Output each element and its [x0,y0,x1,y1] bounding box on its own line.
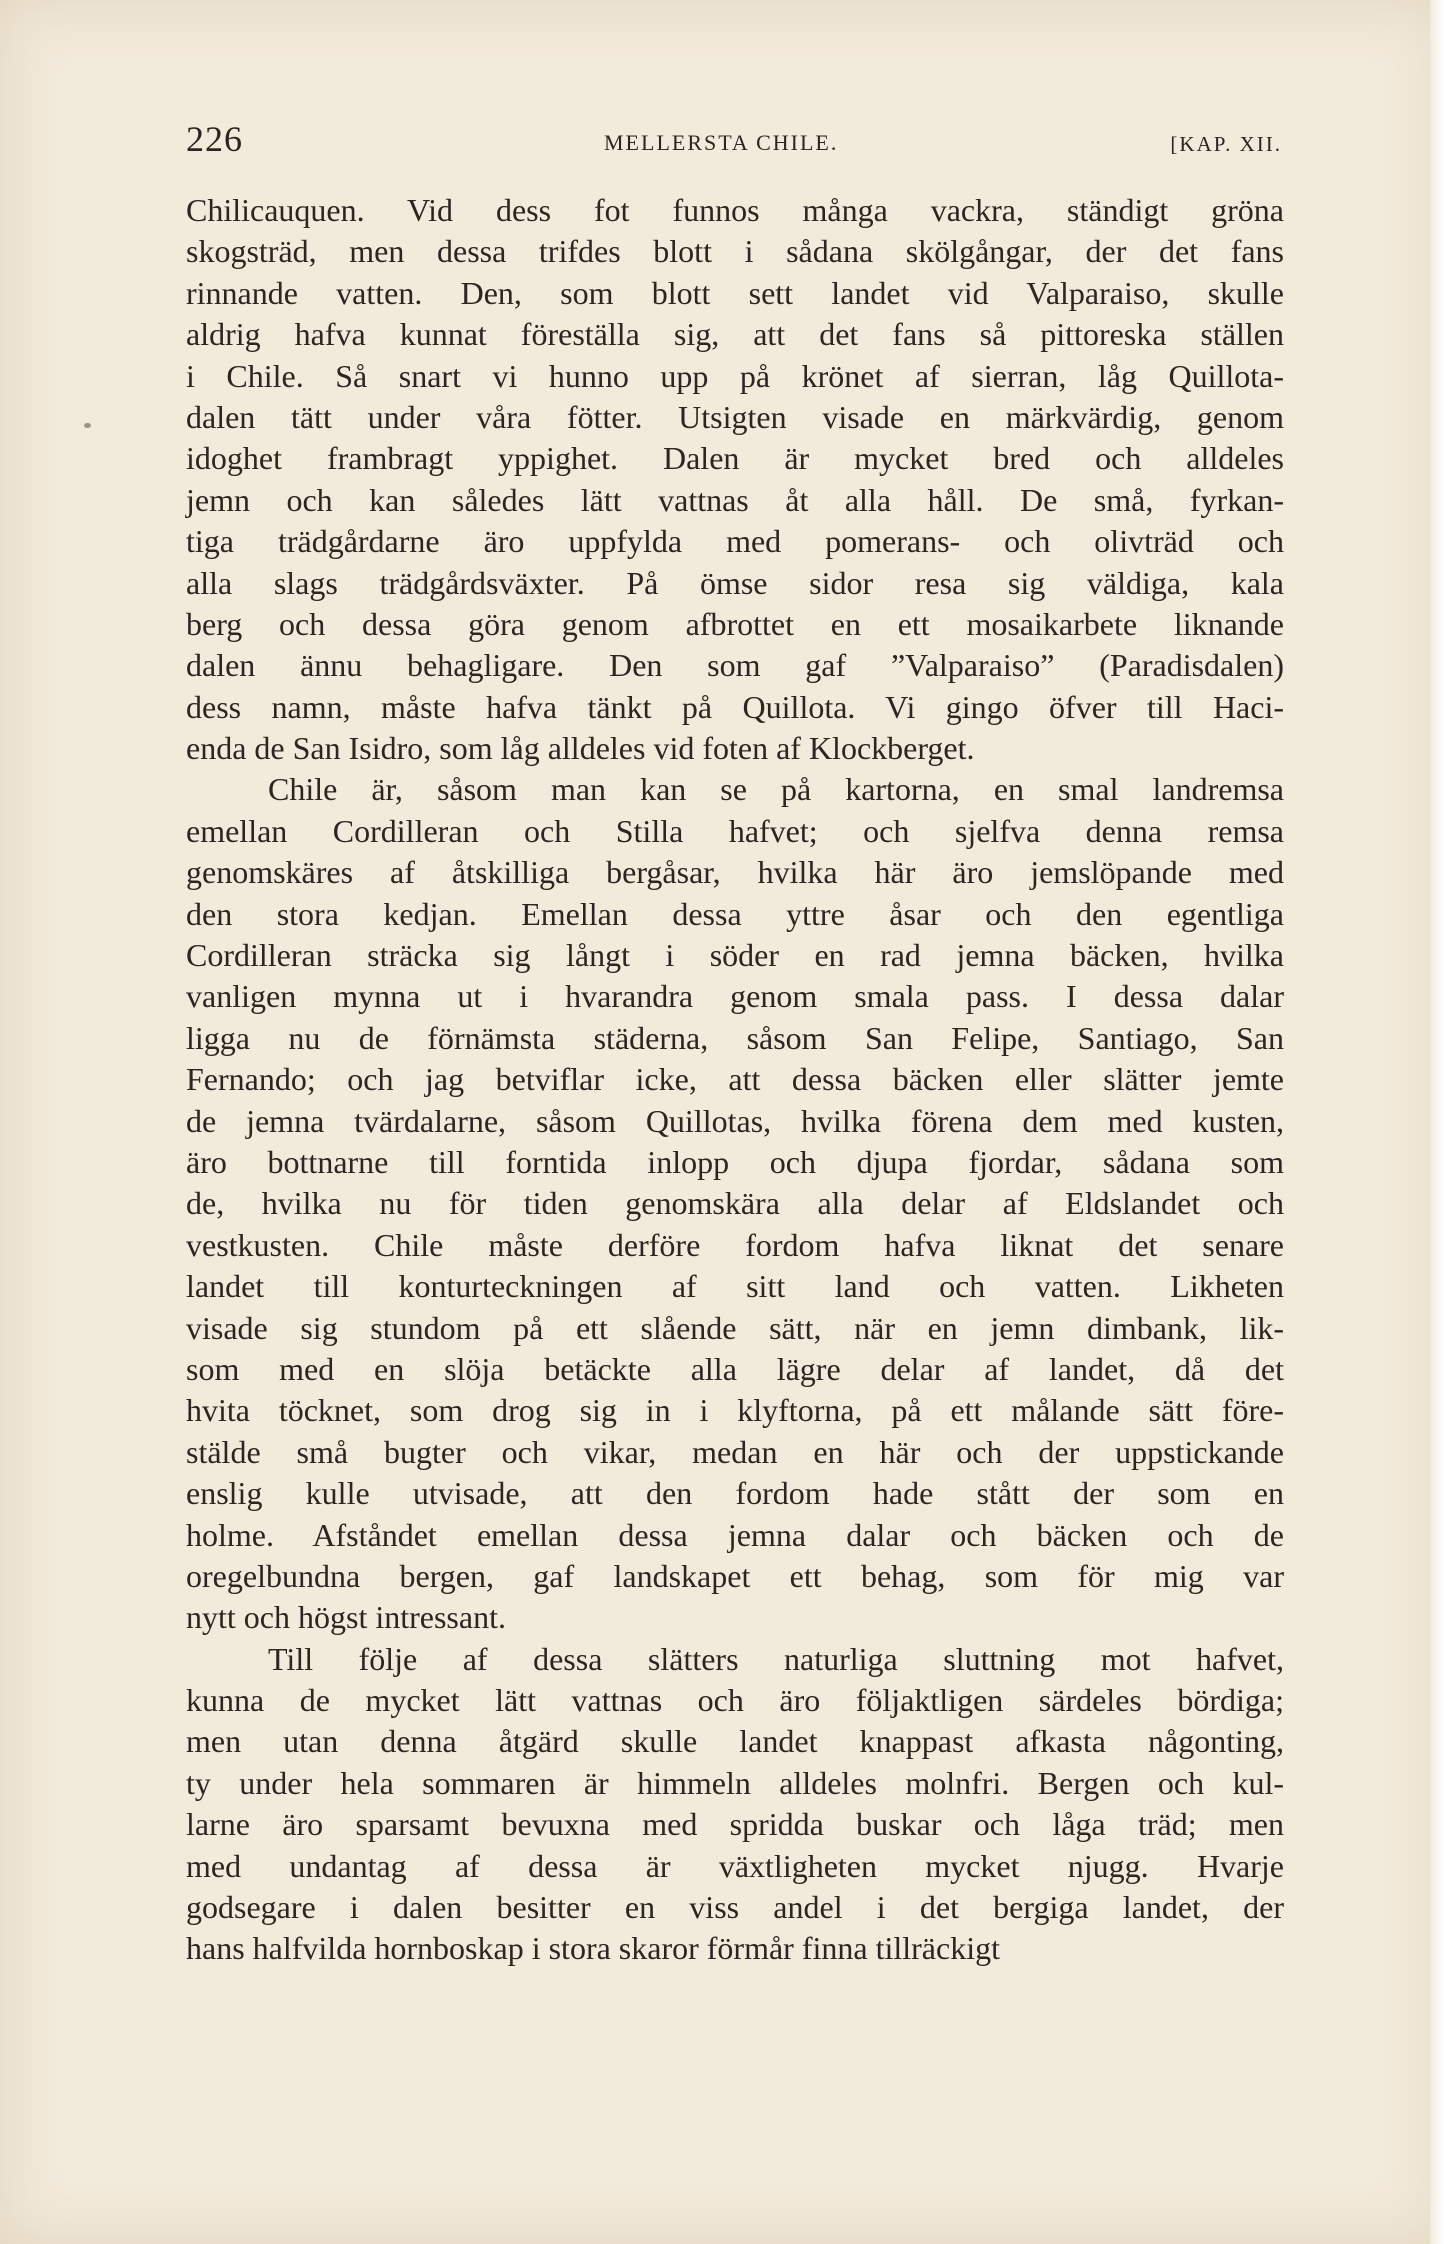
text-line: kunna de mycket lätt vattnas och äro följaktligen särdeles bördiga; [186,1682,1284,1719]
text-line: skogsträd, men dessa trifdes blott i sådana skölgångar, der det fans [186,233,1284,270]
text-line: Cordilleran sträcka sig långt i söder en rad jemna bäcken, hvilka [186,937,1284,974]
text-line: Chile är, såsom man kan se på kartorna, en smal landremsa [268,771,1284,808]
margin-speck [84,423,91,428]
text-line: berg och dessa göra genom afbrottet en ett mosaikarbete liknande [186,605,1284,642]
page-edge [1430,0,1444,2244]
page-number: 226 [186,119,243,159]
paragraph [186,769,1284,1638]
text-line: ty under hela sommaren är himmeln alldeles molnfri. Bergen och kul- [186,1764,1284,1801]
text-line: dalen tätt under våra fötter. Utsigten visade en märkvärdig, genom [186,398,1284,435]
text-line: hans halfvilda hornboskap i stora skaror förmår finna tillräckigt [186,1930,1000,1967]
text-line: i Chile. Så snart vi hunno upp på krönet af sierran, låg Quillota- [186,357,1284,394]
text-line: Chilicauquen. Vid dess fot funnos många vackra, ständigt gröna [186,192,1284,228]
text-line: larne äro sparsamt bevuxna med spridda buskar och låga träd; men [186,1806,1284,1843]
paragraph [186,1639,1284,1970]
text-line: vanligen mynna ut i hvarandra genom smala pass. I dessa dalar [186,978,1284,1015]
body-text [186,190,1284,1970]
paragraph [186,190,1284,769]
text-line: äro bottnarne till forntida inlopp och djupa fjordar, sådana som [186,1143,1284,1180]
text-line: nytt och högst intressant. [186,1599,506,1636]
text-line: aldrig hafva kunnat föreställa sig, att det fans så pittoreska ställen [186,316,1284,353]
text-line: med undantag af dessa är växtligheten mycket njugg. Hvarje [186,1847,1284,1884]
text-line: emellan Cordilleran och Stilla hafvet; och sjelfva denna remsa [186,812,1284,849]
text-line: som med en slöja betäckte alla lägre delar af landet, då det [186,1350,1284,1387]
text-line: oregelbundna bergen, gaf landskapet ett behag, som för mig var [186,1557,1284,1594]
text-line: dalen ännu behagligare. Den som gaf ”Valparaiso” (Paradisdalen) [186,647,1284,684]
text-line: enda de San Isidro, som låg alldeles vid foten af Klockberget. [186,730,975,767]
text-line: de, hvilka nu för tiden genomskära alla delar af Eldslandet och [186,1185,1284,1222]
text-line: jemn och kan således lätt vattnas åt alla håll. De små, fyrkan- [186,481,1284,518]
text-line: de jemna tvärdalarne, såsom Quillotas, hvilka förena dem med kusten, [186,1102,1284,1139]
text-line: alla slags trädgårdsväxter. På ömse sidor resa sig väldiga, kala [186,564,1284,601]
text-line: Till följe af dessa slätters naturliga sluttning mot hafvet, [268,1640,1284,1677]
text-line: ligga nu de förnämsta städerna, såsom San Felipe, Santiago, San [186,1019,1284,1056]
text-line: dess namn, måste hafva tänkt på Quillota. Vi gingo öfver till Haci- [186,688,1284,725]
text-line: godsegare i dalen besitter en viss andel i det bergiga landet, der [186,1889,1284,1926]
text-line: idoghet frambragt yppighet. Dalen är mycket bred och alldeles [186,440,1284,477]
text-line: Fernando; och jag betviflar icke, att dessa bäcken eller slätter jemte [186,1061,1284,1098]
text-line: holme. Afståndet emellan dessa jemna dalar och bäcken och de [186,1516,1284,1553]
text-line: vestkusten. Chile måste derföre fordom hafva liknat det senare [186,1226,1284,1263]
text-line: den stora kedjan. Emellan dessa yttre åsar och den egentliga [186,895,1284,932]
text-line: rinnande vatten. Den, som blott sett landet vid Valparaiso, skulle [186,274,1284,311]
chapter-reference: [KAP. XII. [1170,132,1282,156]
text-line: enslig kulle utvisade, att den fordom hade stått der som en [186,1475,1284,1512]
page-header [186,118,1290,158]
text-line: hvita töcknet, som drog sig in i klyftorna, på ett målande sätt före- [186,1392,1284,1429]
text-line: stälde små bugter och vikar, medan en här och der uppstickande [186,1433,1284,1470]
text-line: men utan denna åtgärd skulle landet knappast afkasta någonting, [186,1723,1284,1760]
running-head: MELLERSTA CHILE. [604,130,839,155]
text-line: tiga trädgårdarne äro uppfylda med pomerans- och olivträd och [186,523,1284,560]
text-line: landet till konturteckningen af sitt land och vatten. Likheten [186,1268,1284,1305]
text-line: visade sig stundom på ett slående sätt, när en jemn dimbank, lik- [186,1309,1284,1346]
text-line: genomskäres af åtskilliga bergåsar, hvilka här äro jemslöpande med [186,854,1284,891]
